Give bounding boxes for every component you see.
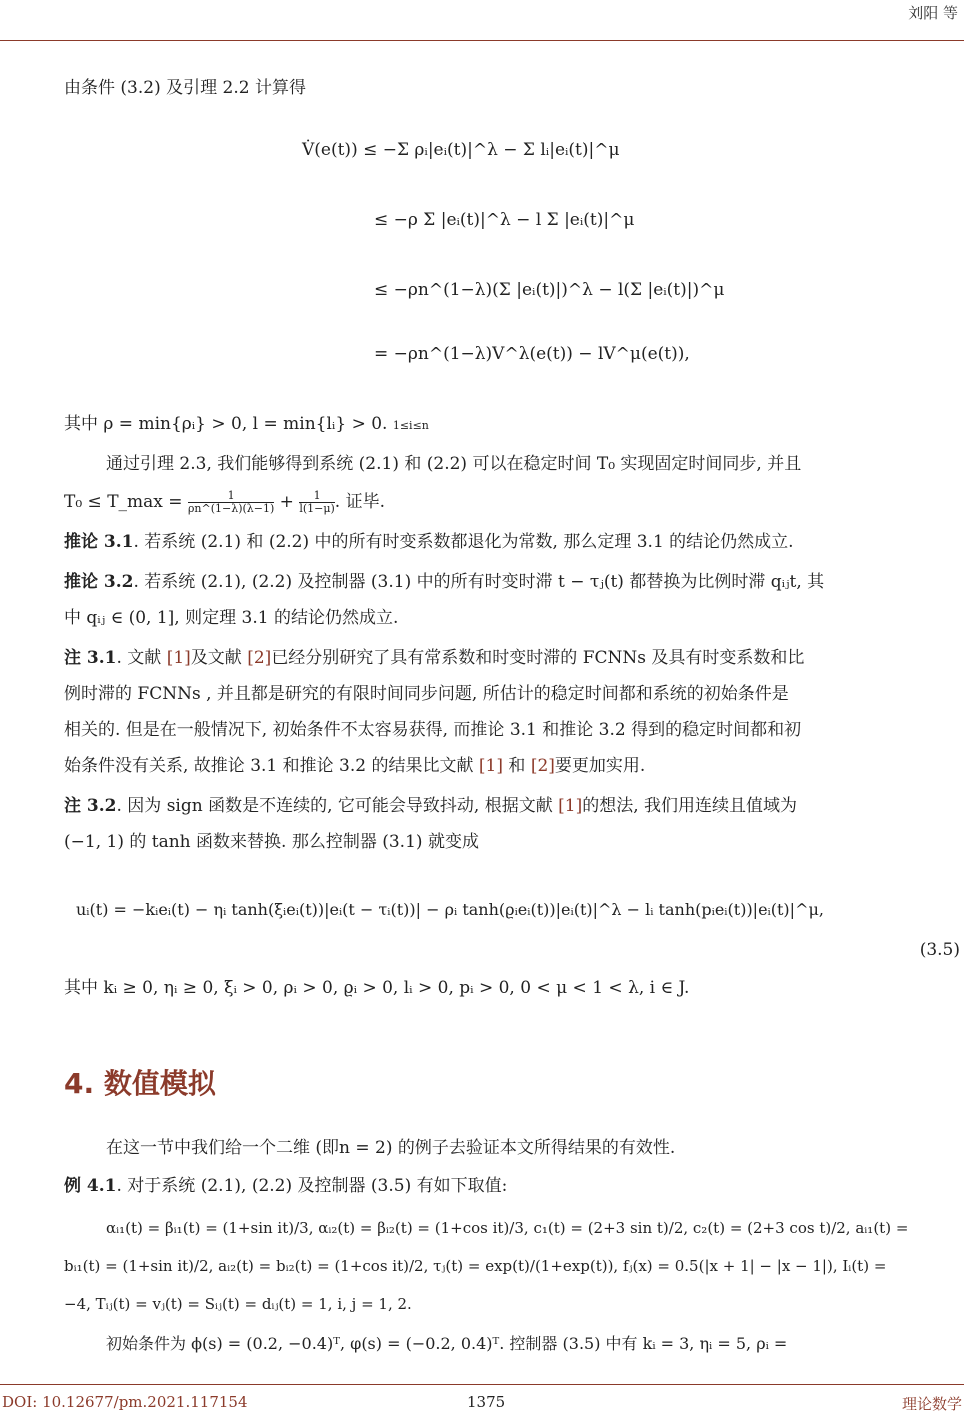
equation-3-5-number: (3.5)	[919, 940, 960, 960]
note-3-1-text-b: 及文献	[190, 648, 248, 668]
note-3-1-line-4-a: 始条件没有关系, 故推论 3.1 和推论 3.2 的结果比文献	[64, 756, 479, 776]
note-3-2	[64, 788, 964, 824]
paragraph-lemma: 通过引理 2.3, 我们能够得到系统 (2.1) 和 (2.2) 可以在稳定时间 T₀ 实现固定时间同步, 并且	[106, 454, 802, 474]
corollary-3-1-text: . 若系统 (2.1) 和 (2.2) 中的所有时变系数都退化为常数, 那么定理 3.1 的结论仍然成立.	[133, 532, 794, 552]
tmax-frac2-den: l(1−μ)	[299, 502, 335, 515]
equation-3-5: uᵢ(t) = −kᵢeᵢ(t) − ηᵢ tanh(ξᵢeᵢ(t))|eᵢ(t − τᵢ(t))| − ρᵢ tanh(ϱᵢeᵢ(t))|eᵢ(t)|^λ − lᵢ tanh(pᵢeᵢ(t))|eᵢ(t)|^μ,	[76, 900, 824, 919]
equation-line-4: = −ρn^(1−λ)V^λ(e(t)) − lV^μ(e(t)),	[374, 344, 690, 364]
corollary-3-1-label: 推论 3.1	[64, 532, 134, 552]
where-rho-text: 其中 ρ = min{ρᵢ} > 0, l = min{lᵢ} > 0.	[64, 414, 388, 434]
initial-conditions: 初始条件为 ϕ(s) = (0.2, −0.4)ᵀ, φ(s) = (−0.2, 0.4)ᵀ. 控制器 (3.5) 中有 kᵢ = 3, ηᵢ = 5, ρᵢ =	[106, 1334, 788, 1353]
reference-link-1[interactable]: [1]	[166, 648, 191, 668]
example-4-1	[64, 1168, 964, 1204]
tmax-frac1-den: ρn^(1−λ)(λ−1)	[187, 502, 275, 515]
note-3-1-line-4-c: 要更加实用.	[554, 756, 646, 776]
reference-link-1c[interactable]: [1]	[558, 796, 583, 816]
tmax-frac2-num: 1	[299, 490, 334, 503]
corollary-3-1	[64, 524, 964, 560]
note-3-2-text-b: 的想法, 我们用连续且值域为	[582, 796, 798, 816]
page-footer	[0, 1384, 964, 1415]
note-3-2-text-a: . 因为 sign 函数是不连续的, 它可能会导致抖动, 根据文献	[116, 796, 559, 816]
where-parameters: 其中 kᵢ ≥ 0, ηᵢ ≥ 0, ξᵢ > 0, ρᵢ > 0, ϱᵢ > 0, lᵢ > 0, pᵢ > 0, 0 < μ < 1 < λ, i ∈ J.	[64, 978, 690, 998]
where-rho-line	[64, 406, 964, 444]
note-3-1-text-a: . 文献	[116, 648, 167, 668]
intro-text: 由条件 (3.2) 及引理 2.2 计算得	[64, 78, 306, 98]
tmax-frac1-num: 1	[188, 490, 274, 503]
note-3-1-line-4-b: 和	[503, 756, 531, 776]
values-line-1: αᵢ₁(t) = βᵢ₁(t) = (1+sin it)/3, αᵢ₂(t) = βᵢ₂(t) = (1+cos it)/3, c₁(t) = (2+3 sin t)/2, c₂(t) = (2+3 cos t)/2, aᵢ₁(t) =	[106, 1219, 909, 1237]
equation-line-1: V̇(e(t)) ≤ −Σ ρᵢ|eᵢ(t)|^λ − Σ lᵢ|eᵢ(t)|^μ	[302, 140, 620, 160]
reference-link-2b[interactable]: [2]	[530, 756, 555, 776]
note-3-1-line-3: 相关的. 但是在一般情况下, 初始条件不太容易获得, 而推论 3.1 和推论 3.2 得到的稳定时间都和初	[64, 720, 802, 740]
note-3-1-line-4	[64, 748, 964, 784]
note-3-2-line-2: (−1, 1) 的 tanh 函数来替换. 那么控制器 (3.1) 就变成	[64, 832, 479, 852]
tmax-fraction-1	[188, 490, 274, 515]
corollary-3-2-text: . 若系统 (2.1), (2.2) 及控制器 (3.1) 中的所有时变时滞 t − τⱼ(t) 都替换为比例时滞 qᵢⱼt, 其	[133, 572, 825, 592]
equation-line-2: ≤ −ρ Σ |eᵢ(t)|^λ − l Σ |eᵢ(t)|^μ	[374, 210, 635, 230]
tmax-fraction-2	[299, 490, 334, 515]
values-line-2: bᵢ₁(t) = (1+sin it)/2, aᵢ₂(t) = bᵢ₂(t) = (1+cos it)/2, τⱼ(t) = exp(t)/(1+exp(t)), fⱼ(x) = 0.5(|x + 1| − |x − 1|), Iᵢ(t) =	[64, 1257, 887, 1275]
corollary-3-2	[64, 564, 964, 600]
footer-doi-link[interactable]: DOI: 10.12677/pm.2021.117154	[2, 1393, 248, 1411]
note-3-1-text-c: 已经分别研究了具有常系数和时变时滞的 FCNNs 及具有时变系数和比	[271, 648, 805, 668]
footer-journal: 理论数学	[901, 1395, 962, 1413]
note-3-1	[64, 640, 964, 676]
section-title: 4. 数值模拟	[64, 1067, 216, 1100]
tmax-line: T₀ ≤ T_max = $\frac{1}{\rho n\^{}(1-\lambda)(\lambda-1)}$ + $\frac{1}{l(1-\mu)}$ . 证毕.	[64, 489, 386, 515]
paragraph-example-intro: 在这一节中我们给一个二维 (即n = 2) 的例子去验证本文所得结果的有效性.	[106, 1138, 676, 1158]
example-4-1-label: 例 4.1	[64, 1176, 117, 1196]
reference-link-2[interactable]: [2]	[247, 648, 272, 668]
corollary-3-2-cont: 中 qᵢⱼ ∈ (0, 1], 则定理 3.1 的结论仍然成立.	[64, 608, 399, 628]
tmax-text: T₀ ≤ T_max =	[64, 492, 188, 512]
footer-page-number: 1375	[467, 1393, 506, 1411]
example-4-1-text: . 对于系统 (2.1), (2.2) 及控制器 (3.5) 有如下取值:	[116, 1176, 508, 1196]
note-3-1-line-2: 例时滞的 FCNNs , 并且都是研究的有限时间同步问题, 所估计的稳定时间都和系统的初始条件是	[64, 684, 789, 704]
values-line-3: −4, Tᵢⱼ(t) = vⱼ(t) = Sᵢⱼ(t) = dᵢⱼ(t) = 1, i, j = 1, 2.	[64, 1295, 412, 1313]
where-rho-subscript: 1≤i≤n	[392, 419, 429, 432]
reference-link-1b[interactable]: [1]	[478, 756, 503, 776]
proof-end: . 证毕.	[334, 492, 386, 512]
page-header	[0, 0, 964, 41]
note-3-1-label: 注 3.1	[64, 648, 117, 668]
header-author: 刘阳 等	[908, 4, 958, 22]
equation-line-3: ≤ −ρn^(1−λ)(Σ |eᵢ(t)|)^λ − l(Σ |eᵢ(t)|)^μ	[374, 280, 725, 300]
corollary-3-2-label: 推论 3.2	[64, 572, 134, 592]
note-3-2-label: 注 3.2	[64, 796, 117, 816]
